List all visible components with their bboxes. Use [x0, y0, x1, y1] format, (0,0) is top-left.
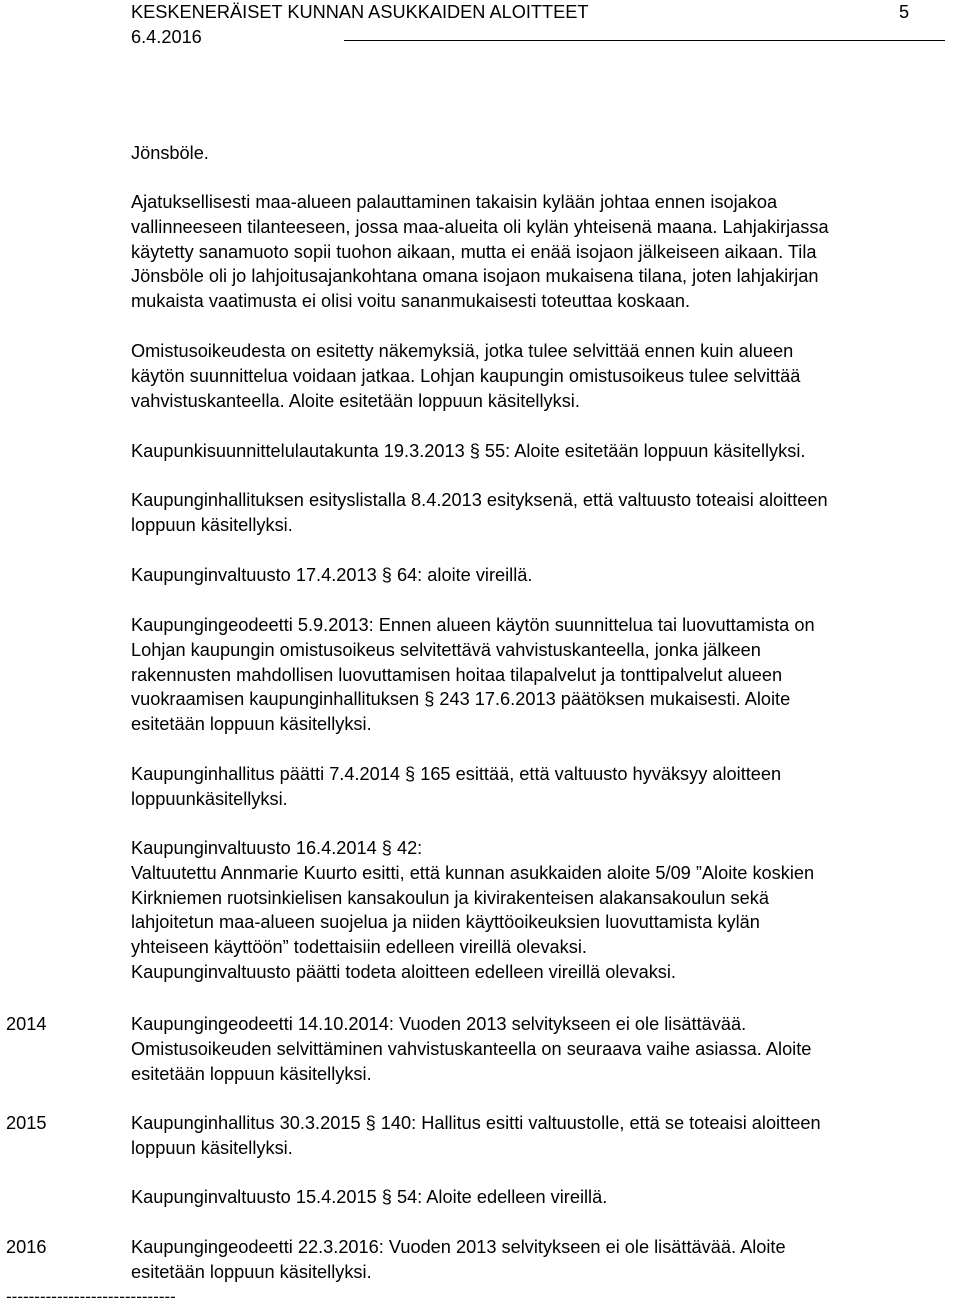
header-rule — [344, 40, 945, 41]
year-label: 2016 — [6, 1237, 47, 1257]
place-heading: Jönsböle. — [131, 143, 209, 163]
header-date: 6.4.2016 — [131, 27, 202, 47]
paragraph-ownership: Omistusoikeudesta on esitetty näkemyksiä, jotka tulee selvittää ennen kuin alueen käytön suunnittelua voidaan jatkaa. Lohjan kaupungin omistusoikeus tulee selvittää vahvistuskanteella. Aloite esitetään loppuun käsitellyksi. — [131, 341, 801, 411]
entry-text: Kaupunginvaltuusto 15.4.2015 § 54: Aloite edelleen vireillä. — [131, 1187, 608, 1207]
year-label: 2014 — [6, 1014, 47, 1034]
paragraph-council-2014: Kaupunginvaltuusto 16.4.2014 § 42: Valtuutettu Annmarie Kuurto esitti, että kunnan asukkaiden aloite 5/09 ”Aloite koskien Kirkniemen ruotsinkielisen kansakoulun ja kivirakenteisen alakansakoulun sekä lahjoitetun maa-alueen suojelua ja niiden käyttöoikeuksien luovuttamista kylän yhteiseen käyttöön” todettaisiin edelleen vireillä olevaksi. Kaupunginvaltuusto päätti todeta aloitteen edelleen vireillä olevaksi. — [131, 838, 815, 982]
footer-separator: ------------------------------ — [6, 1287, 176, 1306]
paragraph-board-agenda: Kaupunginhallituksen esityslistalla 8.4.2013 esityksenä, että valtuusto toteaisi aloitteen loppuun käsitellyksi. — [131, 490, 828, 535]
entry-text: Kaupungingeodeetti 14.10.2014: Vuoden 2013 selvitykseen ei ole lisättävää. Omistusoikeuden selvittäminen vahvistuskanteella on seuraava vaihe asiassa. Aloite esitetään loppuun käsitellyksi. — [131, 1014, 812, 1084]
entry-text: Kaupunginhallitus 30.3.2015 § 140: Hallitus esitti valtuustolle, että se toteaisi aloitteen loppuun käsitellyksi. — [131, 1113, 821, 1158]
page-number: 5 — [899, 2, 910, 22]
paragraph-geodesist-2013: Kaupungingeodeetti 5.9.2013: Ennen alueen käytön suunnittelua tai luovuttamista on Lohjan kaupungin omistusoikeus selvitettävä vahvistuskanteella, jonka jälkeen rakennusten mahdollisen luovuttamisen hoitaa tilapalvelut ja tonttipalvelut alueen vuokraamisen kaupunginhallituksen § 243 17.6.2013 päätöksen mukaisesti. Aloite esitetään loppuun käsitellyksi. — [131, 615, 815, 735]
paragraph-planning-board: Kaupunkisuunnittelulautakunta 19.3.2013 § 55: Aloite esitetään loppuun käsitellyksi. — [131, 441, 806, 461]
entry-text: Kaupungingeodeetti 22.3.2016: Vuoden 2013 selvitykseen ei ole lisättävää. Aloite esitetään loppuun käsitellyksi. — [131, 1237, 786, 1282]
year-label: 2015 — [6, 1113, 47, 1133]
paragraph-council-2013: Kaupunginvaltuusto 17.4.2013 § 64: aloite vireillä. — [131, 565, 533, 585]
paragraph-board-2014: Kaupunginhallitus päätti 7.4.2014 § 165 esittää, että valtuusto hyväksyy aloitteen loppuunkäsitellyksi. — [131, 764, 782, 809]
paragraph-reasoning: Ajatuksellisesti maa-alueen palauttaminen takaisin kylään johtaa ennen isojakoa vallinneeseen tilanteeseen, jossa maa-alueita oli kylän yhteisenä maana. Lahjakirjassa käytetty sanamuoto sopii tuohon aikaan, mutta ei enää isojaon jälkeiseen aikaan. Tila Jönsböle oli jo lahjoitusajankohtana omana isojaon mukaisena tilana, joten lahjakirjan mukaista vaatimusta ei olisi voitu sananmukaisesti toteuttaa koskaan. — [131, 192, 829, 312]
header-title: KESKENERÄISET KUNNAN ASUKKAIDEN ALOITTEET — [131, 2, 589, 22]
